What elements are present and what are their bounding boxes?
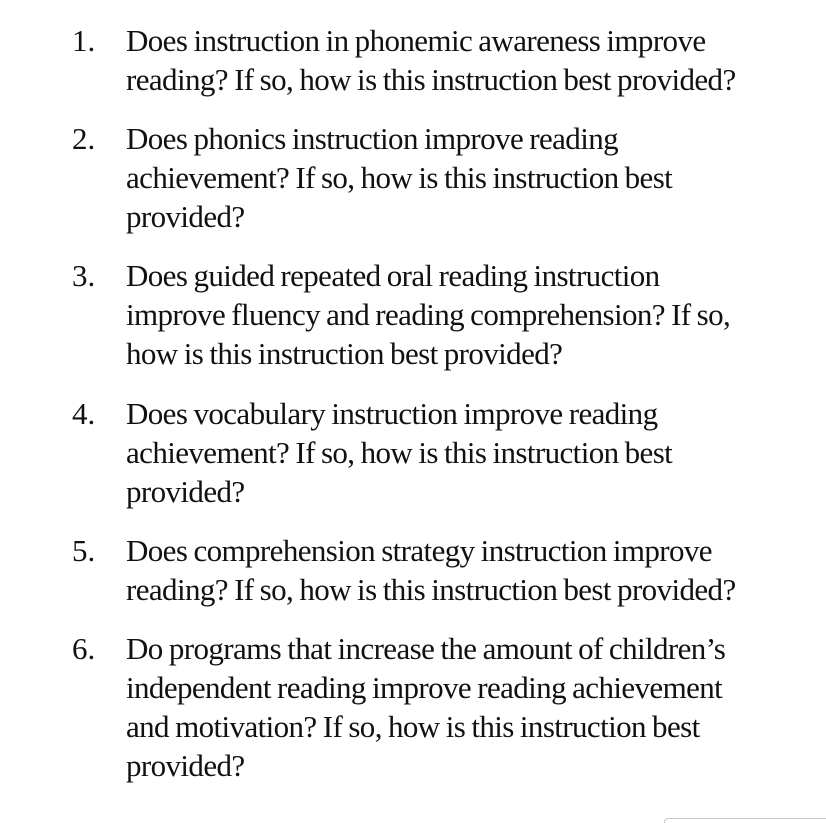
question-line: improve fluency and reading comprehension? If so,: [126, 297, 731, 332]
question-line: Does guided repeated oral reading instruction: [126, 258, 660, 293]
question-line: Does phonics instruction improve reading: [126, 121, 619, 156]
question-text: [126, 629, 806, 785]
question-number: 3.: [72, 258, 96, 293]
question-line: Does comprehension strategy instruction improve: [126, 533, 712, 568]
question-line: provided?: [126, 199, 245, 234]
question-line: achievement? If so, how is this instruction best: [126, 435, 673, 470]
question-text: [126, 394, 806, 511]
question-line: reading? If so, how is this instruction best provided?: [126, 572, 736, 607]
question-number: 2.: [72, 121, 96, 156]
question-line: and motivation? If so, how is this instruction best: [126, 709, 700, 744]
question-line: achievement? If so, how is this instruction best: [126, 160, 673, 195]
question-text: [126, 531, 806, 609]
question-number: 4.: [72, 396, 96, 431]
question-line: provided?: [126, 748, 245, 783]
question-line: Do programs that increase the amount of children’s: [126, 631, 726, 666]
question-line: provided?: [126, 474, 245, 509]
question-number: 1.: [72, 23, 96, 58]
question-line: independent reading improve reading achievement: [126, 670, 723, 705]
corner-border-fragment: [664, 818, 826, 823]
question-number: 5.: [72, 533, 96, 568]
question-text: [126, 119, 806, 236]
question-line: how is this instruction best provided?: [126, 336, 563, 371]
question-line: Does vocabulary instruction improve reading: [126, 396, 658, 431]
question-text: [126, 256, 806, 373]
question-line: reading? If so, how is this instruction best provided?: [126, 62, 736, 97]
question-text: [126, 21, 806, 99]
question-line: Does instruction in phonemic awareness improve: [126, 23, 706, 58]
question-number: 6.: [72, 631, 96, 666]
